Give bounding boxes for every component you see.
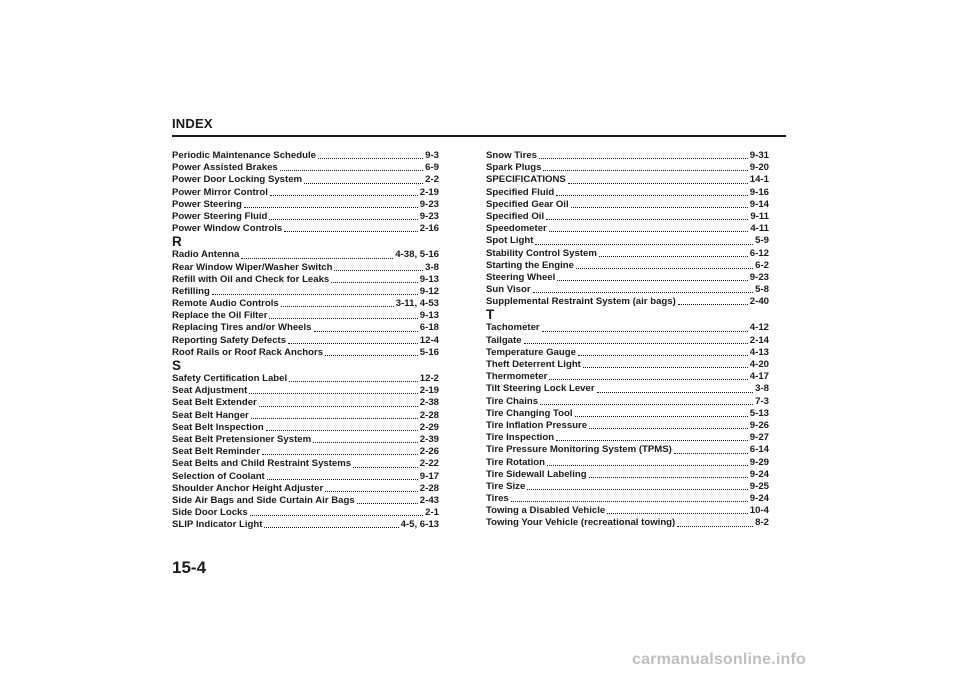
index-entry bbox=[172, 150, 439, 162]
index-entry-pages: 2-43 bbox=[419, 494, 439, 506]
index-entry-pages: 9-26 bbox=[749, 419, 769, 431]
index-entry-pages: 3-8 bbox=[755, 383, 769, 395]
index-entry-term: Temperature Gauge bbox=[486, 346, 576, 358]
index-entry-term: Stability Control System bbox=[486, 247, 597, 259]
index-entry bbox=[486, 408, 769, 420]
index-entry bbox=[172, 174, 439, 186]
index-entry-pages: 9-31 bbox=[749, 150, 769, 161]
index-entry-term: Side Air Bags and Side Curtain Air Bags bbox=[172, 494, 355, 506]
index-entry-term: Tire Inspection bbox=[486, 432, 555, 444]
index-entry-pages: 9-13 bbox=[419, 273, 439, 285]
dot-leader bbox=[262, 453, 418, 455]
dot-leader bbox=[549, 230, 749, 232]
index-entry-pages: 8-2 bbox=[755, 517, 769, 529]
index-entry-pages: 6-18 bbox=[419, 322, 439, 334]
index-entry bbox=[486, 248, 769, 260]
index-entry-pages: 9-24 bbox=[749, 493, 769, 505]
index-entry-pages: 9-23 bbox=[749, 271, 769, 283]
index-entry bbox=[172, 471, 439, 483]
index-entry bbox=[172, 373, 439, 385]
dot-leader bbox=[535, 243, 753, 245]
dot-leader bbox=[547, 464, 748, 466]
index-entry bbox=[172, 495, 439, 507]
index-entry-pages: 9-25 bbox=[749, 480, 769, 492]
dot-leader bbox=[568, 182, 748, 184]
index-entry bbox=[172, 298, 439, 310]
dot-leader bbox=[313, 441, 418, 443]
index-entry-pages: 10-4 bbox=[749, 505, 769, 517]
index-entry-term: Seat Belt Extender bbox=[172, 397, 257, 409]
index-entry bbox=[172, 249, 439, 261]
index-entry-term: Specified Gear Oil bbox=[486, 198, 569, 210]
index-entry-pages: 9-16 bbox=[749, 186, 769, 198]
index-entry-pages: 14-1 bbox=[749, 174, 769, 186]
index-entry bbox=[172, 322, 439, 334]
index-entry bbox=[172, 507, 439, 519]
index-entry bbox=[172, 385, 439, 397]
dot-leader bbox=[280, 169, 423, 171]
index-entry bbox=[486, 211, 769, 223]
index-entry-pages: 9-17 bbox=[419, 470, 439, 482]
index-entry bbox=[486, 272, 769, 284]
index-entry-term: Power Door Locking System bbox=[172, 174, 303, 186]
dot-leader bbox=[331, 281, 418, 283]
index-entry-term: Tire Chains bbox=[486, 395, 539, 407]
index-entry-term: Safety Certification Label bbox=[172, 373, 288, 384]
index-entry bbox=[486, 481, 769, 493]
index-entry-pages: 9-13 bbox=[419, 310, 439, 322]
dot-leader bbox=[549, 378, 747, 380]
index-entry bbox=[486, 347, 769, 359]
index-entry-pages: 9-11 bbox=[750, 210, 769, 222]
index-entry-term: Tires bbox=[486, 493, 509, 505]
index-entry bbox=[172, 187, 439, 199]
dot-leader bbox=[266, 429, 418, 431]
index-entry-term: Supplemental Restraint System (air bags) bbox=[486, 296, 676, 308]
index-entry-pages: 9-27 bbox=[749, 432, 769, 444]
dot-leader bbox=[578, 354, 748, 356]
index-entry-term: Power Assisted Brakes bbox=[172, 162, 278, 174]
index-entry-term: Periodic Maintenance Schedule bbox=[172, 150, 316, 161]
dot-leader bbox=[264, 526, 398, 528]
index-entry-term: Seat Belt Inspection bbox=[172, 421, 264, 433]
index-entry-pages: 6-12 bbox=[749, 247, 769, 259]
index-entry-pages: 5-13 bbox=[749, 407, 769, 419]
dot-leader bbox=[571, 206, 748, 208]
dot-leader bbox=[546, 218, 748, 220]
index-entry-term: Speedometer bbox=[486, 223, 547, 235]
index-entry-pages: 4-12 bbox=[749, 322, 769, 334]
index-entry-pages: 9-23 bbox=[419, 210, 439, 222]
dot-leader bbox=[589, 476, 748, 478]
dot-leader bbox=[288, 342, 418, 344]
index-entry bbox=[486, 432, 769, 444]
index-entry-term: Refilling bbox=[172, 285, 210, 297]
index-entry-pages: 2-19 bbox=[419, 186, 439, 198]
index-entry-pages: 6-2 bbox=[755, 259, 769, 271]
index-entry-term: SLIP Indicator Light bbox=[172, 519, 263, 531]
index-entry-pages: 2-38 bbox=[419, 397, 439, 409]
index-entry-pages: 6-9 bbox=[425, 162, 439, 174]
index-entry bbox=[486, 371, 769, 383]
index-entry-term: Power Mirror Control bbox=[172, 186, 268, 198]
index-entry-term: Seat Belt Reminder bbox=[172, 446, 260, 458]
index-entry-term: Sun Visor bbox=[486, 284, 531, 296]
dot-leader bbox=[539, 157, 748, 159]
index-entry-pages: 3-11, 4-53 bbox=[395, 298, 439, 310]
dot-leader bbox=[533, 291, 754, 293]
index-entry bbox=[486, 235, 769, 247]
dot-leader bbox=[304, 182, 423, 184]
index-entry-pages: 2-40 bbox=[749, 296, 769, 308]
index-entry-term: Seat Belt Pretensioner System bbox=[172, 433, 312, 445]
index-entry bbox=[486, 396, 769, 408]
dot-leader bbox=[269, 218, 417, 220]
index-entry-term: Seat Adjustment bbox=[172, 385, 248, 397]
index-entry-term: Tire Rotation bbox=[486, 456, 545, 468]
dot-leader bbox=[583, 366, 748, 368]
index-column-right bbox=[486, 150, 769, 530]
index-entry bbox=[486, 199, 769, 211]
index-entry-term: Specified Fluid bbox=[486, 186, 555, 198]
index-entry-term: Tire Pressure Monitoring System (TPMS) bbox=[486, 444, 672, 456]
index-entry bbox=[172, 162, 439, 174]
dot-leader bbox=[269, 317, 417, 319]
index-entry bbox=[486, 322, 769, 334]
index-entry bbox=[486, 223, 769, 235]
dot-leader bbox=[244, 206, 418, 208]
index-column-left bbox=[172, 150, 439, 531]
index-entry-term: Reporting Safety Defects bbox=[172, 334, 287, 346]
index-entry-term: Tire Sidewall Labeling bbox=[486, 468, 587, 480]
index-entry bbox=[172, 274, 439, 286]
dot-leader bbox=[677, 525, 753, 527]
dot-leader bbox=[314, 330, 418, 332]
index-entry-term: Specified Oil bbox=[486, 210, 545, 222]
index-entry-term: Replacing Tires and/or Wheels bbox=[172, 322, 312, 334]
index-entry-pages: 5-8 bbox=[755, 284, 769, 296]
dot-leader bbox=[212, 293, 418, 295]
index-entry-term: Tilt Steering Lock Lever bbox=[486, 383, 595, 395]
index-entry-pages: 2-22 bbox=[419, 458, 439, 470]
index-entry bbox=[172, 310, 439, 322]
index-entry bbox=[486, 296, 769, 308]
index-entry bbox=[172, 286, 439, 298]
index-entry-pages: 9-14 bbox=[749, 198, 769, 210]
dot-leader bbox=[325, 490, 418, 492]
index-entry bbox=[486, 260, 769, 272]
index-entry-term: Tire Size bbox=[486, 480, 526, 492]
page-number: 15-4 bbox=[172, 558, 207, 577]
index-entry bbox=[172, 446, 439, 458]
index-entry-pages: 5-16 bbox=[419, 346, 439, 358]
dot-leader bbox=[241, 257, 393, 259]
index-entry bbox=[486, 469, 769, 481]
index-entry-term: Shoulder Anchor Height Adjuster bbox=[172, 482, 324, 494]
dot-leader bbox=[524, 342, 748, 344]
index-entry bbox=[486, 187, 769, 199]
index-entry-pages: 2-19 bbox=[419, 385, 439, 397]
index-entry-pages: 2-39 bbox=[419, 433, 439, 445]
dot-leader bbox=[678, 303, 748, 305]
dot-leader bbox=[289, 380, 418, 382]
index-entry-term: Towing Your Vehicle (recreational towing) bbox=[486, 517, 676, 529]
watermark: carmanualsonline.info bbox=[632, 651, 807, 668]
index-entry bbox=[172, 211, 439, 223]
index-entry-term: Selection of Coolant bbox=[172, 470, 265, 482]
dot-leader bbox=[284, 230, 418, 232]
dot-leader bbox=[607, 512, 748, 514]
index-entry bbox=[486, 420, 769, 432]
dot-leader bbox=[511, 500, 748, 502]
index-entry bbox=[486, 517, 769, 529]
dot-leader bbox=[249, 392, 417, 394]
index-entry bbox=[172, 422, 439, 434]
index-entry-pages: 4-17 bbox=[749, 371, 769, 383]
dot-leader bbox=[281, 305, 394, 307]
index-entry-term: Side Door Locks bbox=[172, 507, 248, 519]
index-entry-term: Roof Rails or Roof Rack Anchors bbox=[172, 346, 324, 358]
dot-leader bbox=[556, 439, 748, 441]
index-entry-pages: 4-11 bbox=[750, 223, 769, 235]
index-entry bbox=[486, 493, 769, 505]
index-entry-term: Thermometer bbox=[486, 371, 548, 383]
dot-leader bbox=[527, 488, 748, 490]
index-entry-term: Seat Belt Hanger bbox=[172, 409, 249, 421]
index-entry-pages: 4-20 bbox=[749, 359, 769, 370]
index-entry-pages: 2-14 bbox=[749, 334, 769, 346]
index-entry-pages: 3-8 bbox=[425, 261, 439, 273]
index-entry-term: Spark Plugs bbox=[486, 162, 542, 174]
index-entry-pages: 9-23 bbox=[419, 198, 439, 210]
index-entry bbox=[172, 483, 439, 495]
dot-leader bbox=[557, 279, 747, 281]
dot-leader bbox=[540, 403, 753, 405]
index-entry bbox=[486, 335, 769, 347]
index-section-letter: S bbox=[172, 358, 182, 373]
dot-leader bbox=[334, 269, 423, 271]
index-entry-pages: 12-2 bbox=[419, 373, 439, 384]
index-entry bbox=[172, 347, 439, 359]
index-entry-pages: 9-3 bbox=[425, 150, 439, 161]
index-entry-pages: 2-1 bbox=[425, 507, 439, 519]
index-entry-pages: 12-4 bbox=[419, 334, 439, 346]
index-entry-term: SPECIFICATIONS bbox=[486, 174, 566, 186]
index-entry-term: Radio Antenna bbox=[172, 249, 240, 261]
index-entry-term: Power Steering Fluid bbox=[172, 210, 268, 222]
index-entry-term: Theft Deterrent Light bbox=[486, 359, 581, 370]
index-entry-pages: 4-13 bbox=[749, 346, 769, 358]
index-entry-pages: 7-3 bbox=[755, 395, 769, 407]
index-entry bbox=[486, 150, 769, 162]
index-entry bbox=[172, 262, 439, 274]
dot-leader bbox=[556, 194, 748, 196]
index-entry-term: Tire Changing Tool bbox=[486, 407, 573, 419]
dot-leader bbox=[575, 415, 748, 417]
dot-leader bbox=[259, 405, 418, 407]
dot-leader bbox=[576, 267, 753, 269]
index-entry bbox=[172, 519, 439, 531]
index-entry-term: Tachometer bbox=[486, 322, 540, 334]
index-entry-pages: 2-28 bbox=[419, 482, 439, 494]
header-rule bbox=[172, 135, 786, 137]
index-entry-term: Tire Inflation Pressure bbox=[486, 419, 588, 431]
dot-leader bbox=[599, 255, 748, 257]
index-entry-term: Power Steering bbox=[172, 198, 242, 210]
index-entry-pages: 2-29 bbox=[419, 421, 439, 433]
dot-leader bbox=[597, 391, 754, 393]
index-entry-term: Snow Tires bbox=[486, 150, 538, 161]
index-entry bbox=[172, 199, 439, 211]
index-entry bbox=[486, 284, 769, 296]
dot-leader bbox=[250, 514, 423, 516]
dot-leader bbox=[589, 427, 748, 429]
index-entry bbox=[172, 434, 439, 446]
index-entry-pages: 6-14 bbox=[749, 444, 769, 456]
index-entry bbox=[172, 410, 439, 422]
index-entry bbox=[172, 223, 439, 235]
dot-leader bbox=[251, 417, 418, 419]
index-entry-pages: 9-20 bbox=[749, 162, 769, 174]
index-entry-pages: 9-29 bbox=[749, 456, 769, 468]
index-entry-term: Seat Belts and Child Restraint Systems bbox=[172, 458, 352, 470]
index-entry-term: Refill with Oil and Check for Leaks bbox=[172, 273, 330, 285]
page-header-title: INDEX bbox=[172, 116, 213, 131]
index-section-letter: T bbox=[486, 307, 495, 323]
index-entry-term: Starting the Engine bbox=[486, 259, 574, 271]
index-entry-term: Power Window Controls bbox=[172, 223, 283, 235]
index-entry-pages: 4-38, 5-16 bbox=[395, 249, 439, 261]
index-entry bbox=[172, 397, 439, 409]
index-entry bbox=[486, 162, 769, 174]
index-entry-term: Replace the Oil Filter bbox=[172, 310, 268, 322]
index-entry-term: Rear Window Wiper/Washer Switch bbox=[172, 261, 333, 273]
dot-leader bbox=[270, 194, 418, 196]
dot-leader bbox=[542, 330, 748, 332]
index-section-letter: R bbox=[172, 234, 182, 250]
dot-leader bbox=[325, 354, 418, 356]
dot-leader bbox=[267, 478, 418, 480]
index-entry bbox=[486, 383, 769, 395]
index-entry bbox=[486, 359, 769, 371]
index-entry bbox=[172, 335, 439, 347]
dot-leader bbox=[318, 157, 423, 159]
index-entry-pages: 2-2 bbox=[425, 174, 439, 186]
index-entry-pages: 9-24 bbox=[749, 468, 769, 480]
index-entry-term: Towing a Disabled Vehicle bbox=[486, 505, 606, 517]
dot-leader bbox=[674, 452, 748, 454]
index-entry bbox=[486, 174, 769, 186]
index-entry-pages: 2-28 bbox=[419, 409, 439, 421]
dot-leader bbox=[353, 466, 418, 468]
index-entry-term: Tailgate bbox=[486, 334, 522, 346]
index-entry bbox=[486, 457, 769, 469]
index-entry-term: Steering Wheel bbox=[486, 271, 556, 283]
index-entry-pages: 2-26 bbox=[419, 446, 439, 458]
index-entry-term: Spot Light bbox=[486, 235, 534, 247]
index-entry-pages: 9-12 bbox=[419, 285, 439, 297]
dot-leader bbox=[543, 169, 747, 171]
index-entry-term: Remote Audio Controls bbox=[172, 298, 279, 310]
index-entry-pages: 4-5, 6-13 bbox=[400, 519, 439, 531]
index-entry-pages: 5-9 bbox=[755, 235, 769, 247]
index-entry bbox=[486, 444, 769, 456]
index-entry bbox=[172, 458, 439, 470]
index-entry bbox=[486, 505, 769, 517]
index-entry-pages: 2-16 bbox=[419, 223, 439, 235]
dot-leader bbox=[357, 502, 418, 504]
